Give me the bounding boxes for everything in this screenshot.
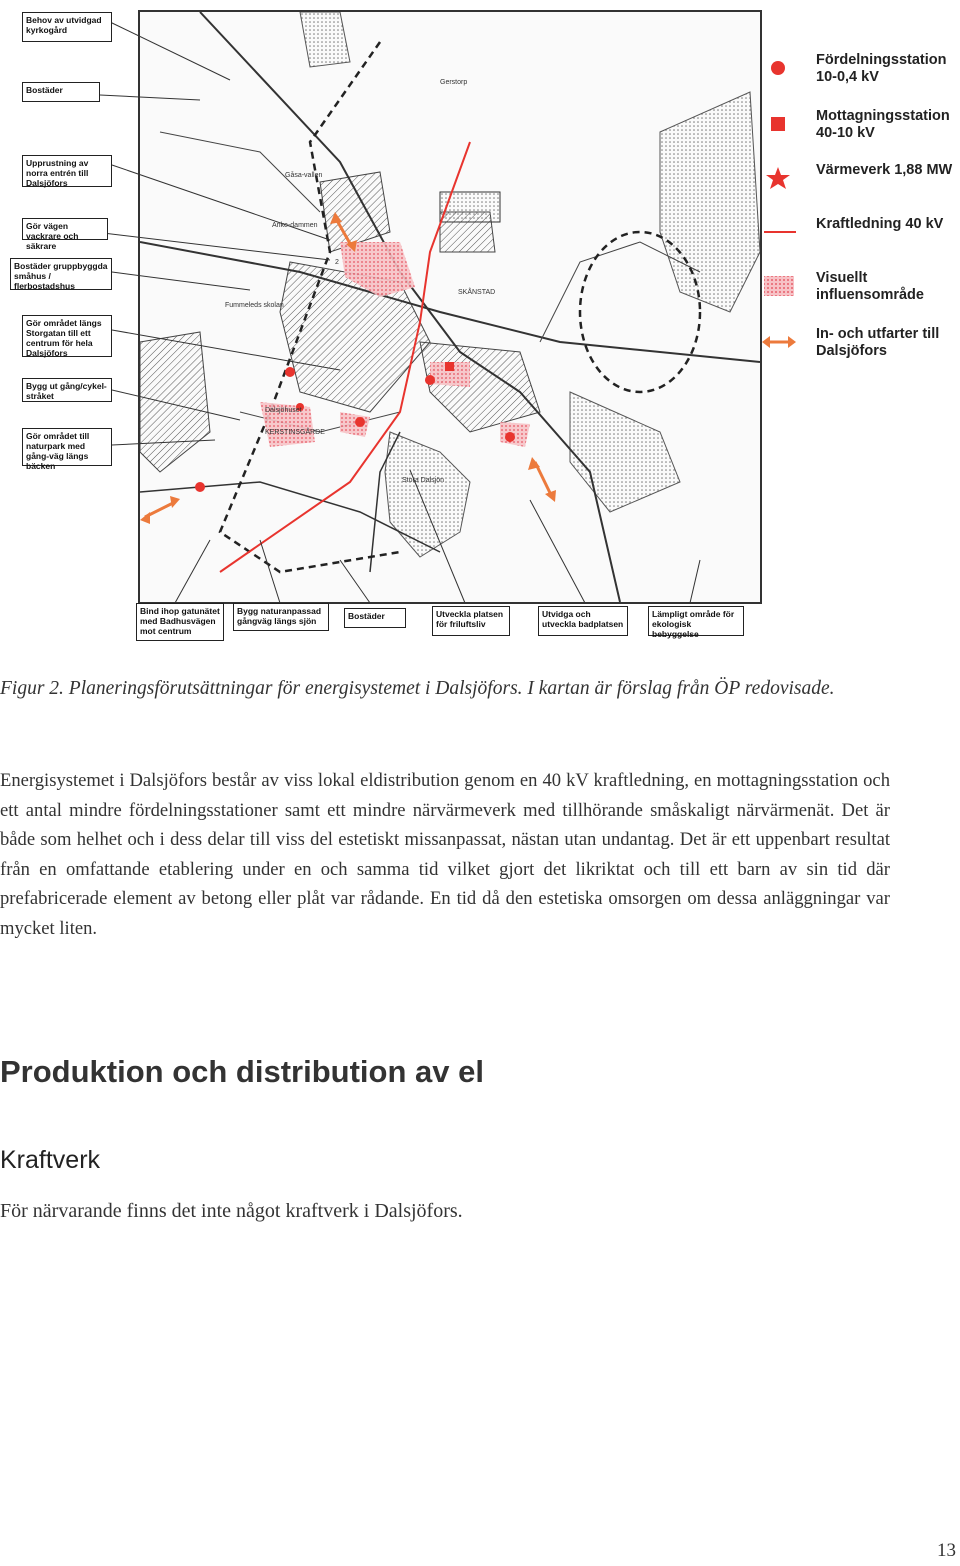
callout-box: Upprustning av norra entrén till Dalsjöfors [22,155,112,187]
callout-box: Utvidga och utveckla badplatsen [538,606,628,636]
legend-item [762,322,960,366]
body-paragraph: Energisystemet i Dalsjöfors består av viss lokal eldistribution genom en 40 kV kraftledning, en mottagningsstation och ett antal mindre fördelningsstationer samt ett mindre närvärmeverk med tillhörande småskaligt närvärmenät. Det är både som helhet och i dess delar till viss del estetiskt missanpassat, nästan utan undantag. Det är ett uppenbart resultat från en omfattande etablering under en och samma tid vilket gjort det likriktat och till ett barn av sin tid där prefabricerade element av betong eller plåt var rådande. En tid då den estetiska omsorgen om dessa anläggningar var mycket liten. [0,770,890,939]
pink-hatch-icon [762,274,796,298]
map-label: KERSTINSGÅRDE [265,429,325,436]
callout-box: Behov av utvidgad kyrkogård [22,12,112,42]
legend-item [762,48,960,92]
legend-label: Kraftledning 40 kV [816,216,944,232]
paragraph: För närvarande finns det inte något kraftverk i Dalsjöfors. [0,1200,463,1222]
legend-item [762,212,960,256]
callout-box: Gör området längs Storgatan till ett centrum för hela Dalsjöfors [22,315,112,357]
legend-item [762,158,960,202]
map-figure [0,0,960,650]
callout-box: Bostäder [344,608,406,628]
map-label: Dalsjöhuset [265,407,302,414]
callout-box: Bygg naturanpassad gångväg längs sjön [233,603,329,631]
red-star-icon [762,166,796,190]
legend-item [762,266,960,310]
red-dot-icon [762,56,796,80]
legend-label: Visuellt influensområde [816,270,924,303]
callout-box: Lämpligt område för ekologisk bebyggelse [648,606,744,636]
callout-box: Utveckla platsen för friluftsliv [432,606,510,636]
page-number: 13 [937,1540,956,1561]
red-line-icon [762,220,796,244]
legend-label: Fördelningsstation 10-0,4 kV [816,52,947,85]
figure-caption: Figur 2. Planeringsförutsättningar för energisystemet i Dalsjöfors. I kartan är förslag från ÖP redovisade. [0,678,835,699]
callout-box: Gör området till naturpark med gång-väg längs bäcken [22,428,112,466]
map-label: Gåsa-vallen [285,172,323,179]
callout-box: Bostäder gruppbyggda småhus / flerbostadshus [10,258,112,290]
legend-label: In- och utfarter till Dalsjöfors [816,326,940,359]
map-label: Stora Dalsjön [402,477,445,484]
legend-item [762,104,960,148]
red-square-icon [762,112,796,136]
legend-label: Värmeverk 1,88 MW [816,162,953,178]
map-label: Gerstorp [440,79,468,86]
map-drawing [140,12,760,602]
callout-box: Bind ihop gatunätet med Badhusvägen mot centrum [136,603,224,641]
map-label: 2 [335,259,339,266]
subsection-heading: Kraftverk [0,1146,101,1174]
double-arrow-icon [762,330,796,354]
callout-box: Gör vägen vackrare och säkrare [22,218,108,240]
map-label: Anke-dammen [272,222,318,229]
legend-label: Mottagningsstation 40-10 kV [816,108,950,141]
map-label: Fummeleds skolan [225,302,284,309]
map-label: SKÅNSTAD [458,289,496,296]
callout-box: Bygg ut gång/cykel-stråket [22,378,112,402]
callout-box: Bostäder [22,82,100,102]
map-legend [762,48,960,378]
section-heading: Produktion och distribution av el [0,1054,484,1089]
map-image [138,10,762,604]
